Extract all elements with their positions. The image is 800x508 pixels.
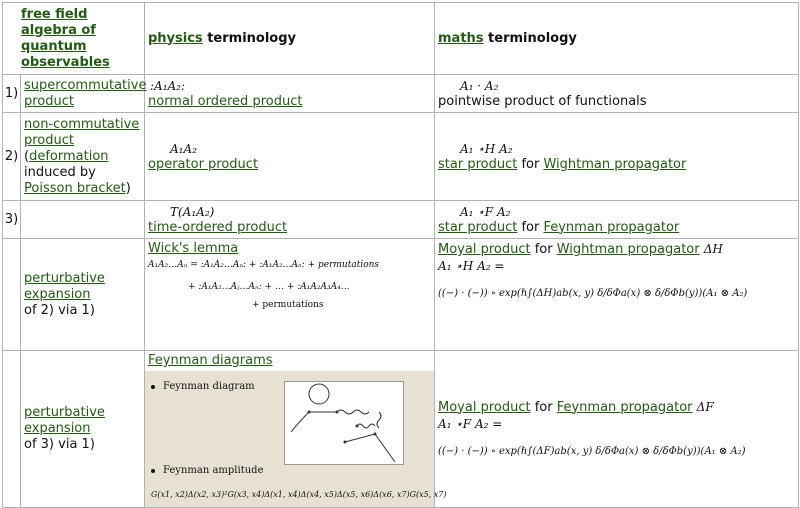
table-row (3, 201, 799, 239)
star-product-link[interactable]: star product (438, 219, 518, 235)
feynman-amplitude-formula: G(x1, x2)Δ(x2, x3)²G(x3, x4)Δ(x1, x4)Δ(x4, x5)Δ(x5, x6)Δ(x6, x7)G(x5, x7) (151, 490, 447, 499)
feynman-diagram-item: Feynman diagram (151, 379, 255, 395)
for-text: for (530, 399, 557, 415)
wightman-propagator-link[interactable]: Wightman propagator (543, 156, 687, 172)
time-ordered-product-link[interactable]: time-ordered product (148, 219, 288, 235)
wightman-propagator-link[interactable]: Wightman propagator (556, 242, 700, 257)
header-maths-link[interactable]: maths (438, 30, 484, 46)
wick-line-2: + :A₁A₂…Aⱼ…Aₙ: + … + :A₁A₂A₃A₄… (188, 282, 350, 292)
pointwise-formula: A₁ · A₂ (460, 78, 499, 93)
for-text: for (517, 156, 544, 172)
feynman-graph-icon (285, 382, 403, 464)
induced-by-text: induced by (24, 164, 96, 180)
of-3-via-1-text: of 3) via 1) (24, 437, 95, 452)
moyal-product-link[interactable]: Moyal product (438, 242, 531, 257)
for-text: for (530, 242, 557, 257)
header-physics-link[interactable]: physics (148, 30, 203, 46)
moyal-feynman-exp: ((−) · (−)) ∘ exp(ℏ∫(ΔF)ab(x, y) δ/δΦa(x) ⊗ δ/δΦb(y))(A₁ ⊗ A₂) (438, 445, 746, 457)
empty-number-cell (3, 351, 21, 508)
bullet-icon (151, 385, 155, 389)
normal-ordered-formula: :A₁A₂: (150, 78, 186, 93)
table-row (3, 351, 799, 508)
bullet-icon (151, 469, 155, 473)
wick-line-3: + permutations (252, 300, 324, 310)
header-maths-rest: terminology (483, 30, 577, 46)
moyal-wightman-exp: ((−) · (−)) ∘ exp(ℏ∫(ΔH)ab(x, y) δ/δΦa(x) ⊗ δ/δΦb(y))(A₁ ⊗ A₂) (438, 288, 748, 299)
empty-number-cell (3, 239, 21, 351)
time-ordered-formula: T(A₁A₂) (170, 204, 215, 219)
table-row (3, 75, 799, 113)
feynman-diagrams-link[interactable]: Feynman diagrams (148, 353, 273, 368)
row-number: 1) (3, 75, 21, 113)
wick-line-1: A₁A₂…Aₙ = :A₁A₂…Aₙ: + :A₁A₂…Aₙ: + permutations (148, 260, 380, 270)
delta-h-symbol: ΔH (703, 242, 723, 256)
feynman-figure (145, 371, 447, 507)
for-text: for (517, 219, 544, 235)
poisson-bracket-link[interactable]: Poisson bracket (24, 180, 126, 196)
delta-f-symbol: ΔF (696, 399, 714, 414)
star-product-link[interactable]: star product (438, 156, 518, 172)
operator-product-formula: A₁A₂ (170, 141, 197, 156)
feynman-diagram-graph (284, 381, 404, 465)
star-product-feynman-formula: A₁ ⋆F A₂ (460, 204, 511, 219)
moyal-wightman-lhs: A₁ ⋆H A₂ = (438, 259, 505, 273)
table-row (3, 239, 799, 351)
wicks-lemma-link[interactable]: Wick's lemma (148, 241, 239, 256)
feynman-propagator-link[interactable]: Feynman propagator (556, 399, 693, 415)
header-row (3, 3, 799, 75)
row-number: 3) (3, 201, 21, 239)
wick-expansion (148, 259, 431, 311)
empty-cell (21, 201, 145, 239)
terminology-table (2, 2, 799, 508)
paren-open: ( (24, 148, 30, 164)
row-number: 2) (3, 113, 21, 201)
supercommutative-product-link[interactable]: supercommutative product (24, 77, 147, 109)
table-row (3, 113, 799, 201)
header-free-field-algebra-link[interactable]: free field algebra of quantum observables (21, 6, 110, 70)
deformation-link[interactable]: deformation (29, 148, 109, 164)
feynman-propagator-link[interactable]: Feynman propagator (543, 219, 680, 235)
operator-product-link[interactable]: operator product (148, 156, 259, 172)
star-product-wightman-formula: A₁ ⋆H A₂ (460, 141, 513, 156)
perturbative-expansion-link[interactable]: perturbative expansion (24, 270, 105, 302)
moyal-feynman-lhs: A₁ ⋆F A₂ = (438, 416, 503, 431)
moyal-product-link[interactable]: Moyal product (438, 399, 531, 415)
header-physics-rest: terminology (202, 30, 297, 46)
of-2-via-1-text: of 2) via 1) (24, 302, 95, 318)
normal-ordered-product-link[interactable]: normal ordered product (148, 93, 303, 109)
perturbative-expansion-link[interactable]: perturbative expansion (24, 405, 105, 436)
pointwise-product-text: pointwise product of functionals (438, 93, 647, 109)
paren-close: ) (125, 180, 131, 196)
feynman-amplitude-item: Feynman amplitude (151, 463, 263, 479)
non-commutative-product-link[interactable]: non-commutative product (24, 116, 140, 148)
